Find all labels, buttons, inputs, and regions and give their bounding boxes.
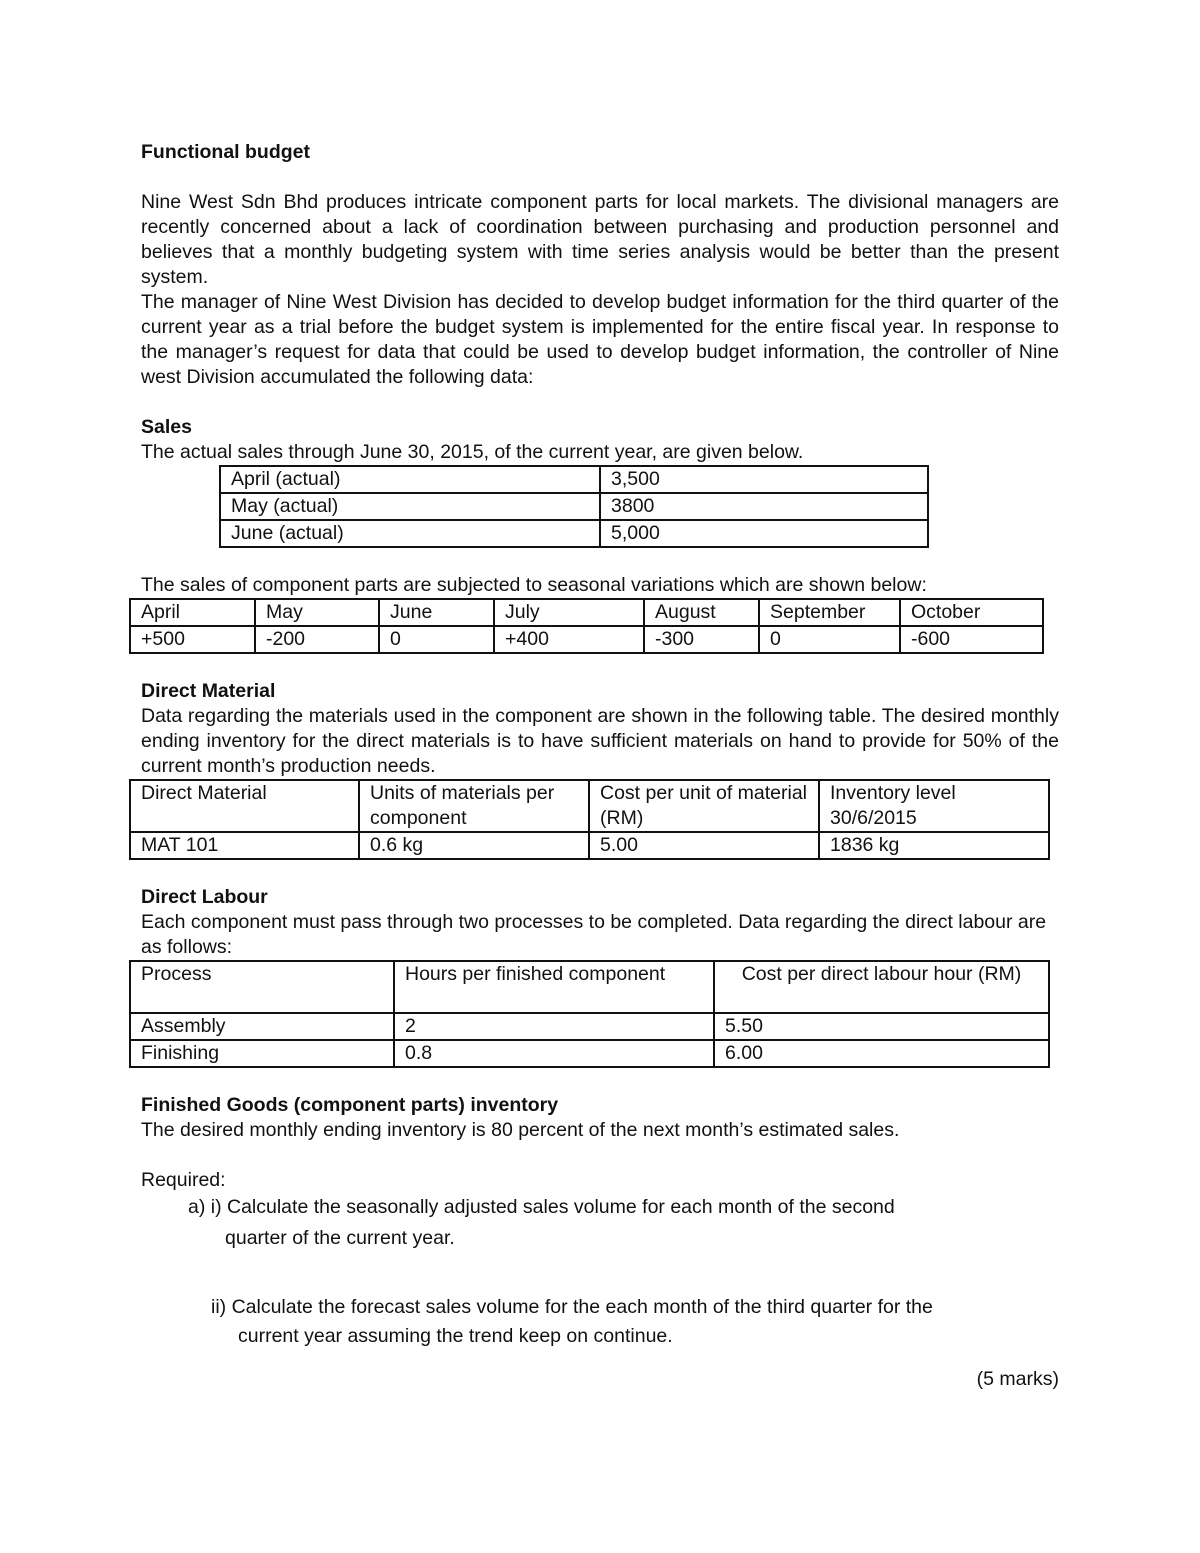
- seasonal-text: The sales of component parts are subjected to seasonal variations which are shown below:: [141, 574, 927, 596]
- table-cell: 0.8: [394, 1040, 714, 1067]
- table-row: [130, 1040, 1049, 1067]
- month-header: April: [130, 599, 255, 626]
- direct-material-table: [129, 779, 1050, 860]
- month-header: July: [494, 599, 644, 626]
- column-header: Hours per finished component: [394, 961, 714, 1013]
- table-row: [130, 599, 1043, 626]
- variation-value: 0: [379, 626, 494, 653]
- variation-value: -300: [644, 626, 759, 653]
- month-header: October: [900, 599, 1043, 626]
- sales-heading: Sales: [141, 416, 192, 438]
- table-cell: 5.50: [714, 1013, 1049, 1040]
- table-cell: 0.6 kg: [359, 832, 589, 859]
- sales-month-label: June (actual): [220, 520, 600, 547]
- document-page: [141, 140, 1059, 1392]
- table-cell: Finishing: [130, 1040, 394, 1067]
- marks-label: (5 marks): [976, 1368, 1059, 1390]
- seasonal-variation-table: [129, 598, 1044, 654]
- required-label: Required:: [141, 1169, 226, 1191]
- table-row: [130, 626, 1043, 653]
- column-header: Inventory level 30/6/2015: [819, 780, 1049, 832]
- sales-month-label: May (actual): [220, 493, 600, 520]
- sales-month-value: 5,000: [600, 520, 928, 547]
- question-a-ii: ii) Calculate the forecast sales volume for the each month of the third quarter for the: [211, 1296, 933, 1318]
- variation-value: 0: [759, 626, 900, 653]
- sales-month-label: April (actual): [220, 466, 600, 493]
- table-row: [220, 466, 928, 493]
- table-row: [130, 1013, 1049, 1040]
- direct-labour-heading: Direct Labour: [141, 886, 268, 908]
- question-a-ii-continued: current year assuming the trend keep on continue.: [238, 1325, 673, 1347]
- table-cell: 2: [394, 1013, 714, 1040]
- table-row: [130, 832, 1049, 859]
- month-header: May: [255, 599, 379, 626]
- direct-labour-text: Each component must pass through two processes to be completed. Data regarding the direct labour are as follows:: [141, 911, 1047, 958]
- finished-goods-heading: Finished Goods (component parts) inventory: [141, 1094, 559, 1116]
- actual-sales-table: [219, 465, 929, 548]
- month-header: September: [759, 599, 900, 626]
- direct-material-heading: Direct Material: [141, 680, 276, 702]
- table-cell: 5.00: [589, 832, 819, 859]
- direct-material-text: Data regarding the materials used in the component are shown in the following table. The desired monthly ending inventory for the direct materials is to have sufficient materials on hand to provide for 50% of the current month’s production needs.: [141, 705, 1059, 777]
- variation-value: -200: [255, 626, 379, 653]
- document-title: Functional budget: [141, 141, 310, 163]
- table-cell: 6.00: [714, 1040, 1049, 1067]
- sales-text: The actual sales through June 30, 2015, of the current year, are given below.: [141, 441, 804, 463]
- table-row: [220, 493, 928, 520]
- sales-month-value: 3800: [600, 493, 928, 520]
- table-cell: MAT 101: [130, 832, 359, 859]
- direct-labour-table: [129, 960, 1050, 1068]
- table-cell: Assembly: [130, 1013, 394, 1040]
- column-header: Cost per direct labour hour (RM): [714, 961, 1049, 1013]
- column-header: Units of materials per component: [359, 780, 589, 832]
- question-a-i: a) i) Calculate the seasonally adjusted sales volume for each month of the second: [188, 1196, 895, 1218]
- variation-value: +400: [494, 626, 644, 653]
- question-a-i-continued: quarter of the current year.: [225, 1227, 455, 1249]
- column-header: Direct Material: [130, 780, 359, 832]
- table-cell: 1836 kg: [819, 832, 1049, 859]
- table-row: [130, 961, 1049, 1013]
- required-section: [141, 1168, 1059, 1392]
- intro-paragraph-2: The manager of Nine West Division has decided to develop budget information for the third quarter of the current year as a trial before the budget system is implemented for the entire fiscal year. In response to the manager’s request for data that could be used to develop budget information, the controller of Nine west Division accumulated the following data:: [141, 291, 1059, 388]
- finished-goods-text: The desired monthly ending inventory is 80 percent of the next month’s estimated sales.: [141, 1119, 900, 1141]
- column-header: Cost per unit of material (RM): [589, 780, 819, 832]
- variation-value: -600: [900, 626, 1043, 653]
- month-header: June: [379, 599, 494, 626]
- table-row: [130, 780, 1049, 832]
- intro-paragraph-1: Nine West Sdn Bhd produces intricate component parts for local markets. The divisional managers are recently concerned about a lack of coordination between purchasing and production personnel and believes that a monthly budgeting system with time series analysis would be better than the present system.: [141, 191, 1059, 288]
- column-header: Process: [130, 961, 394, 1013]
- variation-value: +500: [130, 626, 255, 653]
- month-header: August: [644, 599, 759, 626]
- table-row: [220, 520, 928, 547]
- sales-month-value: 3,500: [600, 466, 928, 493]
